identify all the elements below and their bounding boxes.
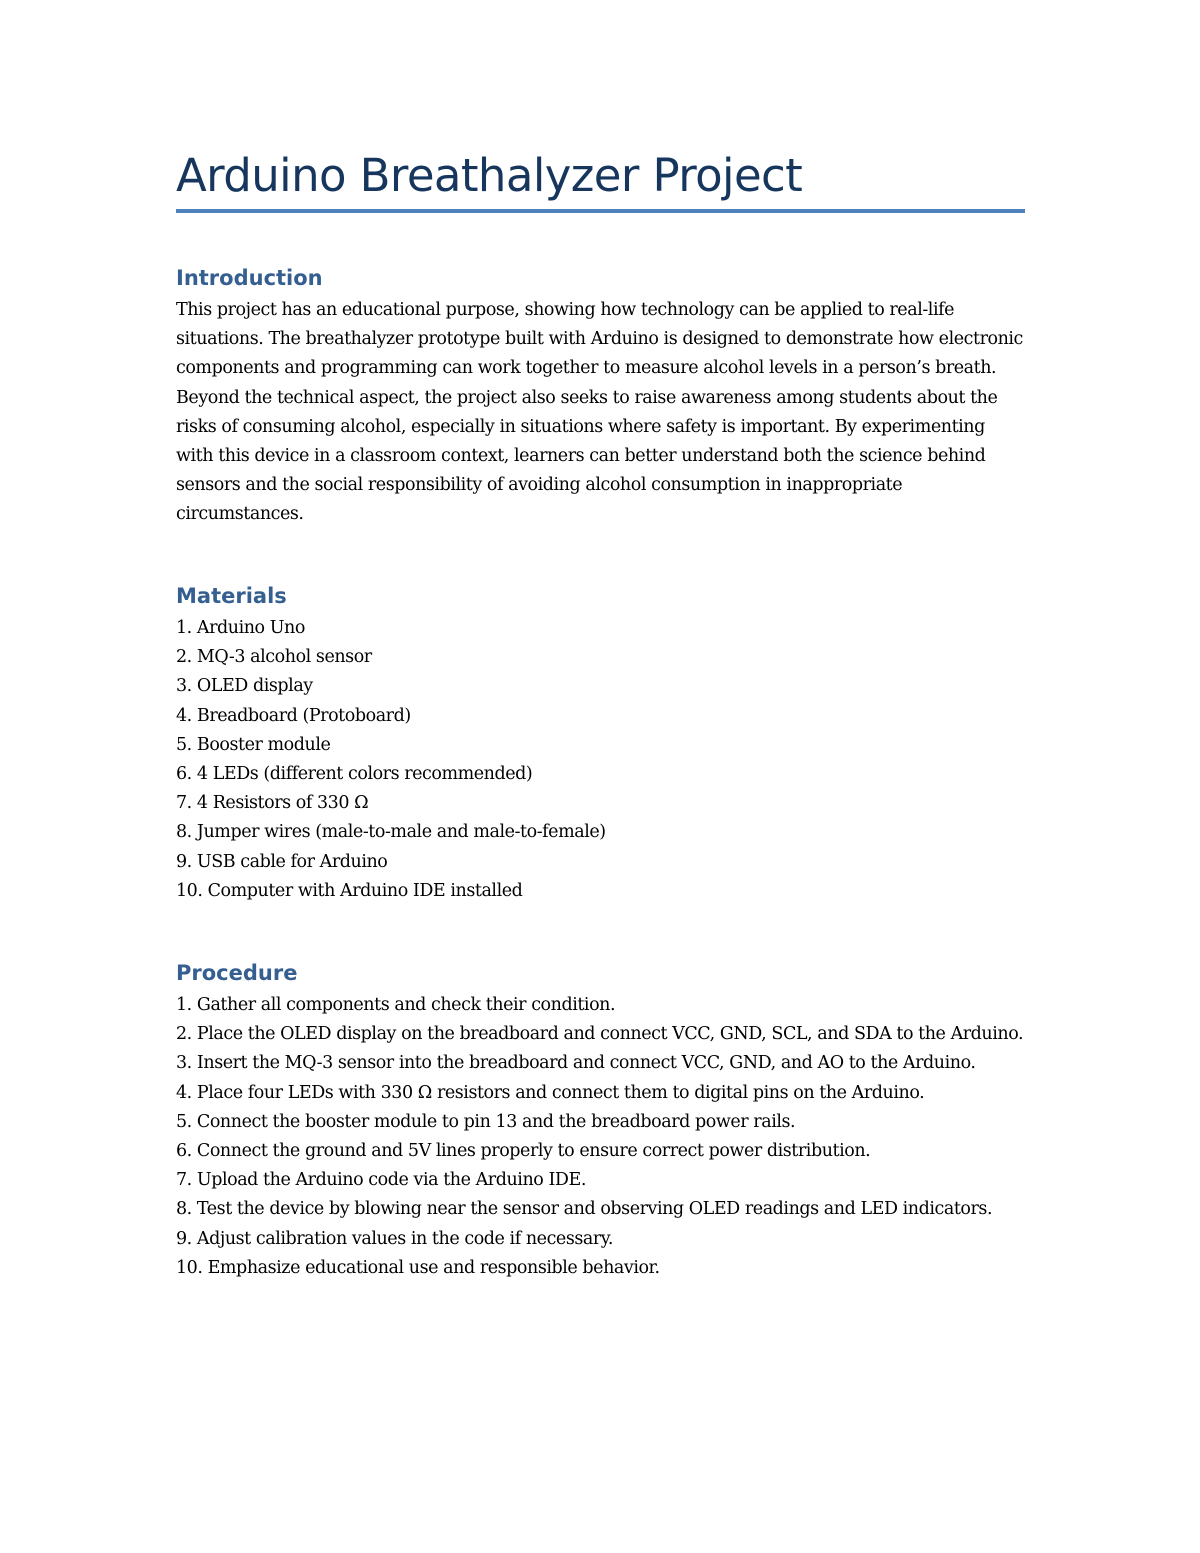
procedure-step: 6. Connect the ground and 5V lines properly to ensure correct power distribution. xyxy=(176,1141,871,1162)
materials-section xyxy=(176,581,1026,906)
materials-item: 8. Jumper wires (male-to-male and male-to-female) xyxy=(176,822,606,843)
document-title: Arduino Breathalyzer Project xyxy=(176,149,803,202)
procedure-step: 7. Upload the Arduino code via the Arduino IDE. xyxy=(176,1170,586,1191)
procedure-step: 9. Adjust calibration values in the code if necessary. xyxy=(176,1228,614,1249)
materials-item: 5. Booster module xyxy=(176,734,331,755)
procedure-step: 8. Test the device by blowing near the sensor and observing OLED readings and LED indicators. xyxy=(176,1199,993,1220)
title-underline xyxy=(176,209,1025,213)
procedure-step: 10. Emphasize educational use and responsible behavior. xyxy=(176,1257,660,1278)
procedure-step: 2. Place the OLED display on the breadboard and connect VCC, GND, SCL, and SDA to the Arduino. xyxy=(176,1024,1024,1045)
introduction-paragraph: This project has an educational purpose, showing how technology can be applied to real-life situations. The breathalyzer prototype built with Arduino is designed to demonstrate how electronic components and programming can work together to measure alcohol levels in a person’s breath. Beyond the technical aspect, the project also seeks to raise awareness among students about the risks of consuming alcohol, especially in situations where safety is important. By experimenting with this device in a classroom context, learners can better understand both the science behind sensors and the social responsibility of avoiding alcohol consumption in inappropriate circumstances. xyxy=(176,300,1023,525)
procedure-step: 5. Connect the booster module to pin 13 and the breadboard power rails. xyxy=(176,1111,796,1132)
procedure-heading: Procedure xyxy=(176,961,298,985)
materials-item: 9. USB cable for Arduino xyxy=(176,851,388,872)
materials-heading: Materials xyxy=(176,584,287,608)
materials-item: 6. 4 LEDs (different colors recommended) xyxy=(176,764,533,785)
procedure-section xyxy=(176,958,1026,1283)
introduction-section xyxy=(176,263,1026,530)
materials-item: 3. OLED display xyxy=(176,676,313,697)
procedure-list xyxy=(176,991,1026,1283)
materials-item: 10. Computer with Arduino IDE installed xyxy=(176,880,523,901)
procedure-step: 1. Gather all components and check their condition. xyxy=(176,995,616,1015)
materials-list xyxy=(176,614,1026,906)
materials-item: 4. Breadboard (Protoboard) xyxy=(176,705,411,726)
procedure-step: 3. Insert the MQ-3 sensor into the breadboard and connect VCC, GND, and AO to the Arduino. xyxy=(176,1053,976,1074)
materials-item: 2. MQ-3 alcohol sensor xyxy=(176,647,372,668)
materials-item: 7. 4 Resistors of 330 Ω xyxy=(176,793,369,814)
introduction-heading: Introduction xyxy=(176,266,323,290)
materials-item: 1. Arduino Uno xyxy=(176,618,305,638)
procedure-step: 4. Place four LEDs with 330 Ω resistors and connect them to digital pins on the Arduino. xyxy=(176,1082,925,1103)
